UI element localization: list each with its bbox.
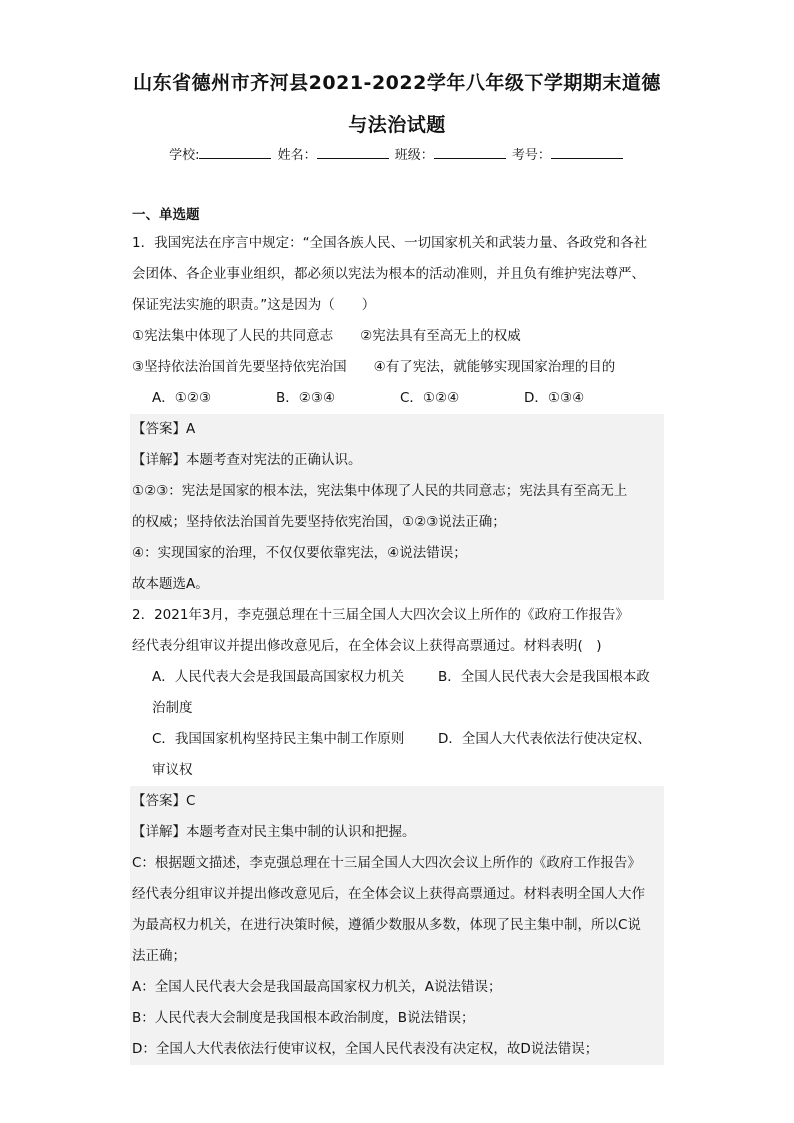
q2-option-b-cont: 治制度 (152, 700, 193, 716)
q2-detail-line: D：全国人大代表依法行使审议权，全国人民代表没有决定权，故D说法错误； (132, 1041, 599, 1057)
school-label: 学校: (169, 148, 200, 163)
q1-stem-line: 保证宪法实施的职责。”这是因为（ ） (132, 297, 376, 313)
q1-answer: 【答案】A (132, 421, 196, 437)
q2-detail-line: B：人民代表大会制度是我国根本政治制度，B说法错误； (132, 1010, 475, 1026)
q1-statement: ③坚持依法治国首先要坚持依宪治国 ④有了宪法，就能够实现国家治理的目的 (132, 359, 616, 375)
q1-detail-line: 故本题选A。 (132, 576, 209, 592)
q2-answer-block (130, 786, 664, 1065)
q1-detail-line: ④：实现国家的治理，不仅仅要依靠宪法，④说法错误； (132, 545, 467, 561)
q1-answer-block (130, 414, 664, 600)
student-info-row (0, 144, 794, 163)
q2-detail-line: C：根据题文描述，李克强总理在十三届全国人大四次会议上所作的《政府工作报告》 (132, 855, 641, 871)
class-label: 班级： (394, 148, 434, 163)
number-blank[interactable] (551, 146, 623, 159)
q2-option-c[interactable]: C．我国国家机构坚持民主集中制工作原则 (152, 731, 405, 747)
q2-detail-line: 经代表分组审议并提出修改意见后，在全体会议上获得高票通过。材料表明全国人大作 (132, 886, 645, 902)
q2-options-row1 (132, 662, 662, 693)
q1-option-a[interactable]: A．①②③ (152, 390, 212, 406)
class-blank[interactable] (434, 146, 506, 159)
q1-option-c[interactable]: C．①②④ (400, 390, 460, 406)
q2-options-row2 (132, 724, 662, 755)
exam-title-line2: 与法治试题 (348, 114, 446, 136)
number-label: 考号： (511, 148, 551, 163)
q1-option-d[interactable]: D．①③④ (524, 390, 585, 406)
q1-stem-line: 会团体、各企业事业组织，都必须以宪法为根本的活动准则，并且负有维护宪法尊严、 (132, 266, 645, 282)
q2-option-d[interactable]: D．全国人大代表依法行使决定权、 (438, 731, 651, 747)
name-label: 姓名： (277, 148, 317, 163)
q2-detail-line: 为最高权力机关，在进行决策时候，遵循少数服从多数，体现了民主集中制，所以C说 (132, 917, 641, 933)
q2-option-b[interactable]: B．全国人民代表大会是我国根本政 (438, 669, 650, 685)
school-blank[interactable] (199, 146, 271, 159)
q1-detail-line: 的权威；坚持依法治国首先要坚持依宪治国，①②③说法正确； (132, 514, 506, 530)
q2-option-d-cont: 审议权 (152, 762, 193, 778)
q2-detail-line: 法正确； (132, 948, 186, 964)
q2-detail-line: 【详解】本题考查对民主集中制的认识和把握。 (132, 824, 416, 840)
name-blank[interactable] (317, 146, 389, 159)
section-heading: 一、单选题 (132, 207, 200, 223)
q1-options (132, 383, 662, 414)
q2-stem-line: 2．2021年3月，李克强总理在十三届全国人大四次会议上所作的《政府工作报告》 (132, 607, 630, 623)
q1-detail-line: 【详解】本题考查对宪法的正确认识。 (132, 452, 362, 468)
q2-stem-line: 经代表分组审议并提出修改意见后，在全体会议上获得高票通过。材料表明( ) (132, 638, 602, 654)
question-2 (132, 600, 662, 1065)
exam-title-line1: 山东省德州市齐河县2021-2022学年八年级下学期期末道德 (133, 72, 661, 94)
q1-detail-line: ①②③：宪法是国家的根本法，宪法集中体现了人民的共同意志；宪法具有至高无上 (132, 483, 628, 499)
question-1 (132, 228, 662, 600)
q1-stem-line: 1．我国宪法在序言中规定：“全国各族人民、一切国家机关和武装力量、各政党和各社 (132, 235, 648, 251)
q2-option-a[interactable]: A．人民代表大会是我国最高国家权力机关 (152, 669, 405, 685)
exam-content (132, 202, 662, 1065)
q1-statement: ①宪法集中体现了人民的共同意志 ②宪法具有至高无上的权威 (132, 328, 521, 344)
q2-detail-line: A：全国人民代表大会是我国最高国家权力机关，A说法错误； (132, 979, 502, 995)
q1-option-b[interactable]: B．②③④ (276, 390, 336, 406)
q2-answer: 【答案】C (132, 793, 196, 809)
